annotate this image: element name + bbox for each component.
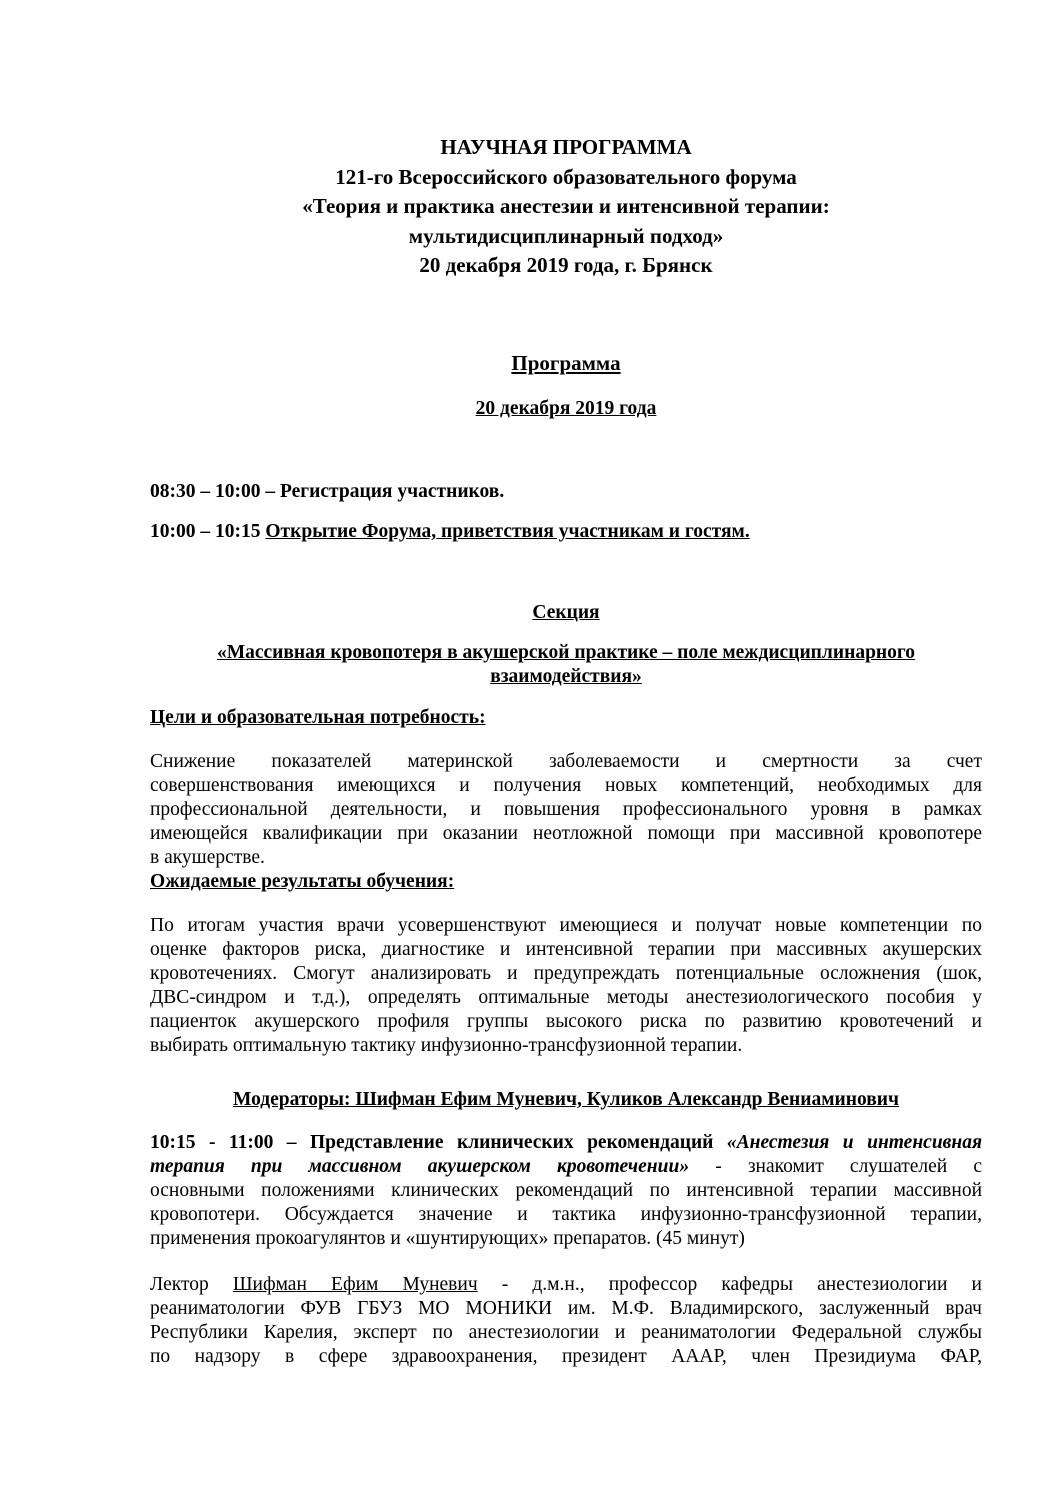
talk-line-1 bbox=[150, 1131, 982, 1155]
talk-time-title: 10:15 - 11:00 – Представление клинических рекомендаций bbox=[150, 1132, 727, 1153]
talk-title-italic-2: терапия при массивном акушерском кровотечении» bbox=[150, 1156, 690, 1177]
results-line: выбирать оптимальную тактику инфузионно-трансфузионной терапии. bbox=[150, 1035, 743, 1056]
lecturer-block bbox=[150, 1273, 982, 1369]
program-title: Программа bbox=[511, 351, 621, 375]
goals-line: профессиональной деятельности, и повышения профессионального уровня в рамках bbox=[150, 799, 982, 820]
results-line: По итогам участия врачи усовершенствуют имеющиеся и получат новые компетенции по bbox=[150, 915, 982, 936]
section-title-line-2: взаимодействия» bbox=[490, 666, 642, 687]
talk-line-2 bbox=[150, 1155, 982, 1179]
goals-line: имеющейся квалификации при оказании неотложной помощи при массивной кровопотере bbox=[150, 823, 982, 844]
moderators: Модераторы: Шифман Ефим Муневич, Куликов Александр Вениаминович bbox=[232, 1089, 900, 1110]
schedule-registration: 08:30 – 10:00 – Регистрация участников. bbox=[150, 481, 505, 502]
lecturer-line: реаниматологии ФУВ ГБУЗ МО МОНИКИ им. М.Ф. Владимирского, заслуженный врач bbox=[150, 1298, 982, 1319]
talk-desc-1: - знакомит слушателей с bbox=[689, 1156, 982, 1177]
schedule-opening-text: Открытие Форума, приветствия участникам и гостям. bbox=[265, 521, 750, 542]
lecturer-line-1 bbox=[150, 1273, 982, 1297]
talk-title-italic-1: «Анестезия и интенсивная bbox=[726, 1132, 982, 1153]
schedule-opening-time: 10:00 – 10:15 bbox=[150, 521, 266, 542]
lecturer-name: Шифман Ефим Муневич bbox=[232, 1274, 478, 1295]
section-title-line-1: «Массивная кровопотеря в акушерской практике – поле междисциплинарного bbox=[216, 642, 916, 663]
talk-block bbox=[150, 1131, 982, 1251]
talk-desc-line: кровопотери. Обсуждается значение и тактика инфузионно-трансфузионной терапии, bbox=[150, 1204, 982, 1225]
section-label: Секция bbox=[532, 602, 600, 623]
header-line-4: мультидисциплинарный подход» bbox=[408, 223, 724, 248]
results-heading: Ожидаемые результаты обучения: bbox=[150, 871, 455, 892]
header-line-1: НАУЧНАЯ ПРОГРАММА bbox=[440, 135, 692, 159]
header-line-2: 121-го Всероссийского образовательного форума bbox=[335, 164, 797, 189]
goals-line: в акушерстве. bbox=[150, 847, 265, 868]
results-line: кровотечениях. Смогут анализировать и предупреждать потенциальные осложнения (шок, bbox=[150, 963, 982, 984]
header-line-3: «Теория и практика анестезии и интенсивной терапии: bbox=[302, 194, 830, 218]
program-date: 20 декабря 2019 года bbox=[475, 398, 657, 419]
schedule-opening bbox=[150, 520, 982, 544]
lecturer-line: Республики Карелия, эксперт по анестезиологии и реаниматологии Федеральной службы bbox=[150, 1322, 982, 1343]
header-line-5: 20 декабря 2019 года, г. Брянск bbox=[419, 253, 713, 277]
results-line: пациенток акушерского профиля группы высокого риска по развитию кровотечений и bbox=[150, 1011, 982, 1032]
document-header bbox=[150, 133, 982, 281]
goals-line: Снижение показателей материнской заболеваемости и смертности за счет bbox=[150, 751, 982, 772]
goals-heading: Цели и образовательная потребность: bbox=[150, 707, 486, 728]
talk-desc-line: основными положениями клинических рекомендаций по интенсивной терапии массивной bbox=[150, 1180, 982, 1201]
lecturer-line: по надзору в сфере здравоохранения, президент АААР, член Президиума ФАР, bbox=[150, 1346, 982, 1367]
results-line: оценке факторов риска, диагностике и интенсивной терапии при массивных акушерских bbox=[150, 939, 982, 960]
goals-line: совершенствования имеющихся и получения новых компетенций, необходимых для bbox=[150, 775, 982, 796]
lecturer-prefix: Лектор bbox=[150, 1274, 233, 1295]
results-text bbox=[150, 914, 982, 1058]
results-line: ДВС-синдром и т.д.), определять оптимальные методы анестезиологического пособия у bbox=[150, 987, 982, 1008]
talk-desc-line: применения прокоагулянтов и «шунтирующих» препаратов. (45 минут) bbox=[150, 1228, 745, 1249]
lecturer-rest: - д.м.н., профессор кафедры анестезиологии и bbox=[477, 1274, 982, 1295]
goals-text bbox=[150, 750, 982, 870]
